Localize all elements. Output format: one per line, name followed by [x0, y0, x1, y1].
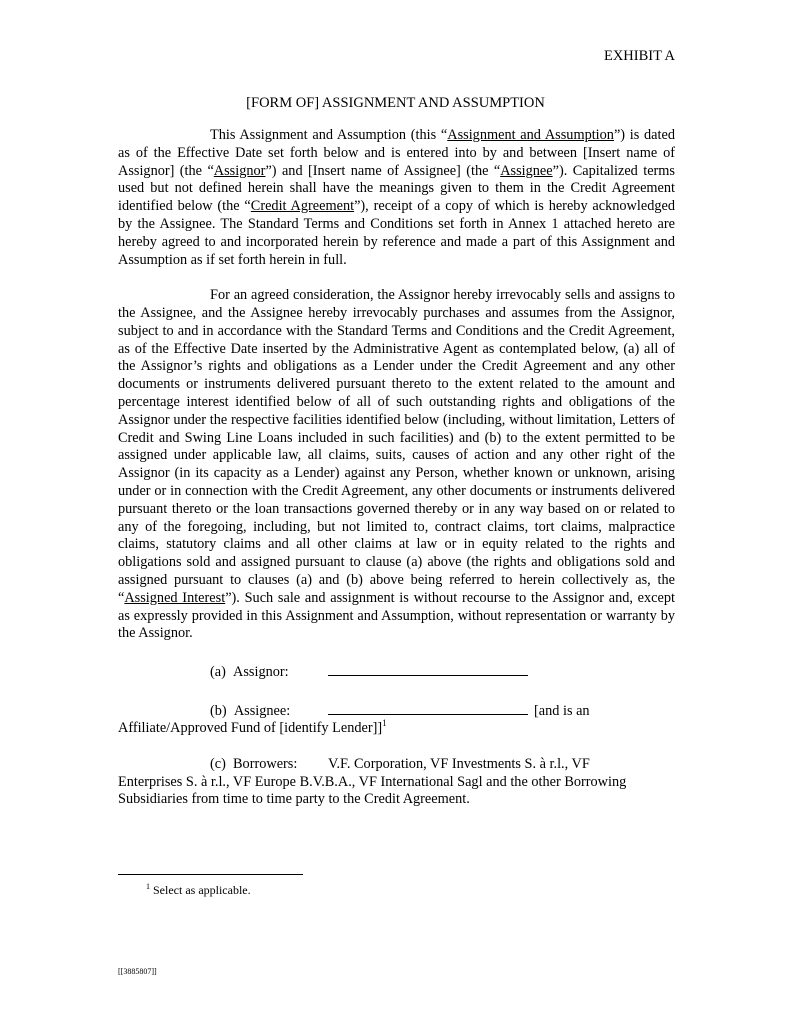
- footnote-text: Select as applicable.: [153, 883, 251, 897]
- footnote-divider: [118, 874, 303, 875]
- borrowers-label: (c) Borrowers:: [210, 755, 298, 772]
- text-run: ”). Capitalized terms used but not defined herein shall have the meanings given to them in the Credit Agreement identified below (the “: [118, 162, 675, 215]
- text-run: ”), receipt of a copy of which is hereby acknowledged by the Assignee. The Standard Terms and Conditions set forth in Annex 1 attached hereto are hereby agreed to and incorporated herein by reference and made a part of this Assignment and Assumption as if set forth herein in full.: [118, 198, 675, 268]
- defined-term: Assignee: [500, 162, 553, 179]
- text-run: ”). Such sale and assignment is without recourse to the Assignor and, except as expressly provided in this Assignment and Assumption, without representation or warranty by the Assignor.: [118, 589, 675, 642]
- defined-term: Assignment and Assumption: [447, 127, 614, 143]
- text-run: For an agreed consideration, the Assignor hereby irrevocably sells and assigns to the Assignee, and the Assignee hereby irrevocably purchases and assumes from the Assignor, subject to and in accordance with the Standard Terms and Conditions and the Credit Agreement, as of the Effective Date inserted by the Administrative Agent as contemplated below, (a) all of the Assignor’s rights and obligations as a Lender under the Credit Agreement and any other documents or instruments delivered pursuant thereto to the extent related to the amount and percentage interest identified below of all of such outstanding rights and obligations of the Assignor under the respective facilities identified below (including, without limitation, Letters of Credit and Swing Line Loans included in such facilities) and (b) to the extent permitted to be assigned under applicable law, all claims, suits, causes of action and any other right of the Assignor (in its capacity as a Lender) against any Person, whether known or unknown, arising under or in connection with the Credit Agreement, any other documents or instruments delivered pursuant thereto or the loan transactions governed thereby or in any way based on or related to any of the foregoing, including, but not limited to, contract claims, tort claims, malpractice claims, statutory claims and all other claims at law or in equity related to the rights and obligations sold and assigned pursuant to clause (a) above (the rights and obligations sold and assigned pursuant to clauses (a) and (b) above being referred to herein collectively as, the “: [118, 287, 675, 606]
- paragraph-assignment: [118, 287, 675, 643]
- exhibit-label: EXHIBIT A: [603, 48, 675, 64]
- footnote: [146, 883, 251, 898]
- document-title: [FORM OF] ASSIGNMENT AND ASSUMPTION: [246, 95, 545, 111]
- borrowers-text: V.F. Corporation, VF Investments S. à r.l., VF: [328, 755, 590, 772]
- defined-term: Credit Agreement: [250, 198, 355, 215]
- item-assignor: [118, 661, 675, 682]
- assignee-suffix: [and is an: [534, 702, 590, 719]
- text-run: This Assignment and Assumption (this “: [210, 127, 448, 143]
- assignee-blank-line: [328, 700, 528, 715]
- defined-term: Assignor: [213, 162, 266, 179]
- assignor-blank-line: [328, 661, 528, 676]
- paragraph-intro: [118, 127, 675, 269]
- assignee-continuation: [118, 720, 675, 738]
- assignor-label: (a) Assignor:: [210, 663, 289, 680]
- defined-term: Assigned Interest: [124, 589, 226, 606]
- item-borrowers: [118, 756, 675, 809]
- text-run: Affiliate/Approved Fund of [identify Lender]]: [118, 720, 383, 737]
- text-run: ”) is dated as of the Effective Date set forth below and is entered into by and between [Insert name of Assignor] (the “: [118, 127, 675, 179]
- document-id: [[3885807]]: [118, 967, 157, 976]
- borrowers-continuation: Enterprises S. à r.l., VF Europe B.V.B.A., VF International Sagl and the other Borrowing Subsidiaries from time to time party to the Credit Agreement.: [118, 773, 627, 808]
- assignee-label: (b) Assignee:: [210, 702, 291, 719]
- text-run: ”) and [Insert name of Assignee] (the “: [265, 162, 501, 179]
- footnote-ref: 1: [382, 718, 387, 729]
- document-body: [118, 127, 675, 827]
- footnote-number: 1: [146, 882, 150, 891]
- item-assignee: [118, 700, 675, 739]
